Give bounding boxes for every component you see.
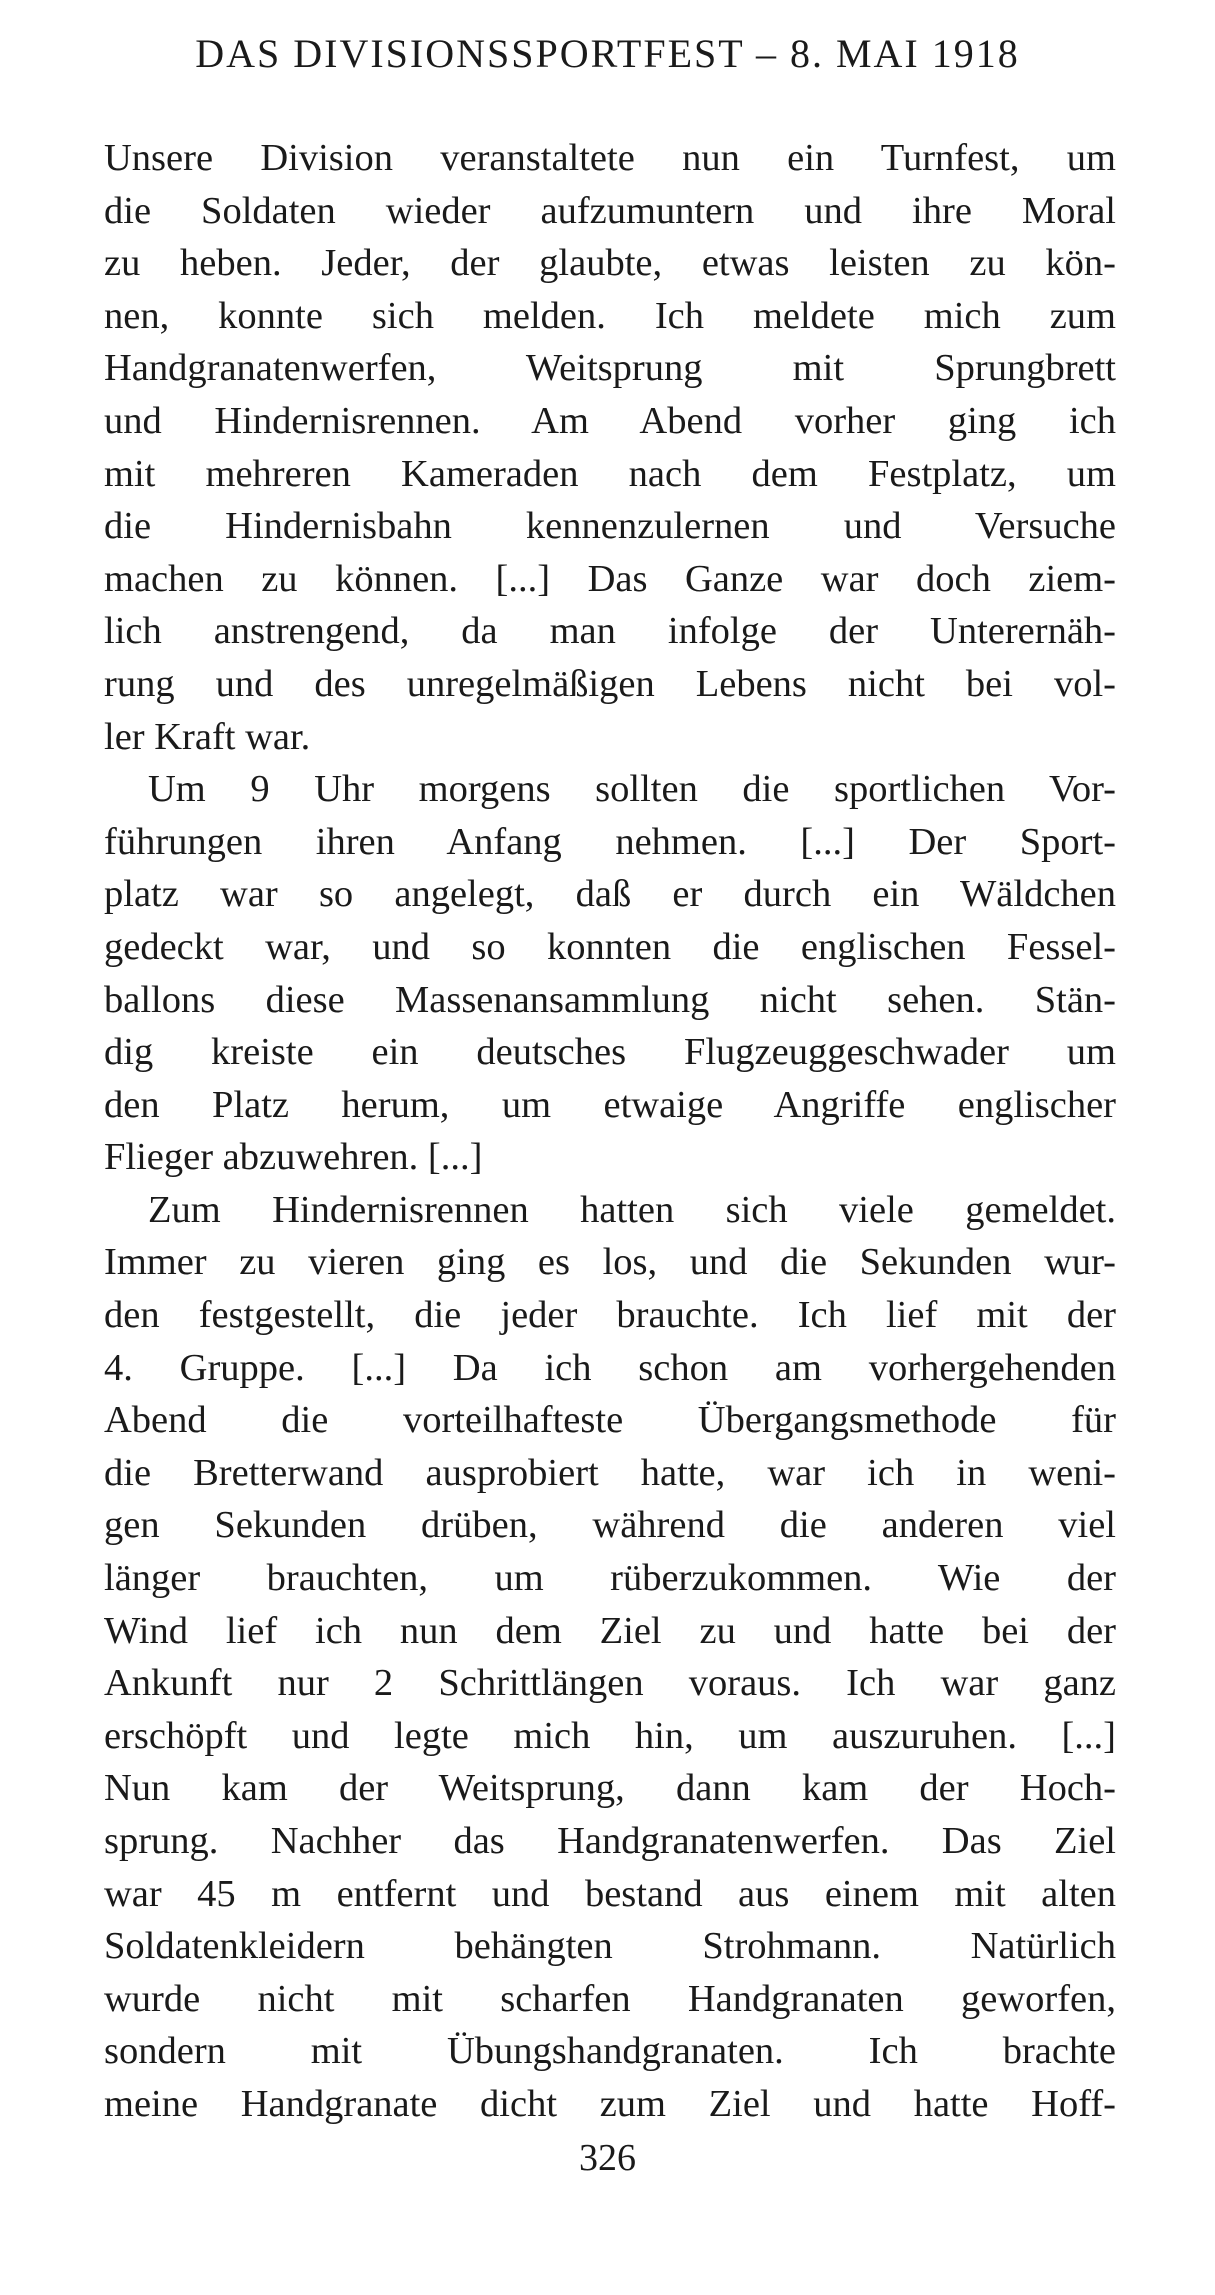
text-line: gen Sekunden drüben, während die anderen viel <box>104 1504 1116 1547</box>
text-line: führungen ihren Anfang nehmen. [...] Der Sport- <box>104 820 1116 863</box>
text-line: die Soldaten wieder aufzumuntern und ihre Moral <box>104 189 1116 232</box>
text-line: Um 9 Uhr morgens sollten die sportlichen Vor- <box>148 768 1116 811</box>
text-line: erschöpft und legte mich hin, um auszuruhen. [...] <box>104 1714 1116 1757</box>
page-number: 326 <box>579 2137 636 2179</box>
text-line: lich anstrengend, da man infolge der Unterernäh- <box>104 610 1116 653</box>
text-line: 4. Gruppe. [...] Da ich schon am vorhergehenden <box>104 1346 1116 1389</box>
text-line: Soldatenkleidern behängten Strohmann. Natürlich <box>104 1925 1116 1968</box>
text-line: meine Handgranate dicht zum Ziel und hatte Hoff- <box>104 2082 1116 2125</box>
body-text <box>104 132 1116 2131</box>
text-line: zu heben. Jeder, der glaubte, etwas leisten zu kön- <box>104 242 1116 285</box>
text-line: Nun kam der Weitsprung, dann kam der Hoch- <box>104 1767 1116 1810</box>
text-line: rung und des unregelmäßigen Lebens nicht bei vol- <box>104 662 1116 705</box>
text-line: nen, konnte sich melden. Ich meldete mich zum <box>104 294 1116 337</box>
text-line: war 45 m entfernt und bestand aus einem mit alten <box>104 1872 1116 1915</box>
text-line: Unsere Division veranstaltete nun ein Turnfest, um <box>104 137 1116 179</box>
text-line: sondern mit Übungshandgranaten. Ich brachte <box>104 2030 1116 2073</box>
text-line: platz war so angelegt, daß er durch ein Wäldchen <box>104 873 1116 916</box>
text-line: Ankunft nur 2 Schrittlängen voraus. Ich war ganz <box>104 1662 1116 1705</box>
text-line: machen zu können. [...] Das Ganze war doch ziem- <box>104 557 1116 600</box>
text-line: ballons diese Massenansammlung nicht sehen. Stän- <box>104 978 1116 1021</box>
text-line: den Platz herum, um etwaige Angriffe englischer <box>104 1083 1116 1126</box>
text-line: ler Kraft war. <box>104 715 311 758</box>
text-line: die Hindernisbahn kennenzulernen und Versuche <box>104 505 1116 548</box>
text-line: Handgranatenwerfen, Weitsprung mit Sprungbrett <box>104 347 1116 390</box>
text-line: die Bretterwand ausprobiert hatte, war ich in weni- <box>104 1451 1116 1494</box>
text-line: Zum Hindernisrennen hatten sich viele gemeldet. <box>148 1188 1116 1231</box>
text-line: mit mehreren Kameraden nach dem Festplatz, um <box>104 452 1116 495</box>
text-line: sprung. Nachher das Handgranatenwerfen. Das Ziel <box>104 1820 1116 1862</box>
text-line: gedeckt war, und so konnten die englischen Fessel- <box>104 925 1116 968</box>
text-line: länger brauchten, um rüberzukommen. Wie der <box>104 1557 1116 1600</box>
text-line: Wind lief ich nun dem Ziel zu und hatte bei der <box>104 1609 1116 1652</box>
text-line: Abend die vorteilhafteste Übergangsmethode für <box>104 1399 1116 1442</box>
text-line: wurde nicht mit scharfen Handgranaten geworfen, <box>104 1977 1116 2020</box>
text-line: Flieger abzuwehren. [...] <box>104 1136 483 1179</box>
running-head: DAS DIVISIONSSPORTFEST – 8. MAI 1918 <box>195 31 1020 76</box>
text-line: und Hindernisrennen. Am Abend vorher ging ich <box>104 399 1116 442</box>
text-line: den festgestellt, die jeder brauchte. Ich lief mit der <box>104 1294 1116 1337</box>
text-line: dig kreiste ein deutsches Flugzeuggeschwader um <box>104 1031 1116 1074</box>
text-line: Immer zu vieren ging es los, und die Sekunden wur- <box>104 1241 1116 1284</box>
